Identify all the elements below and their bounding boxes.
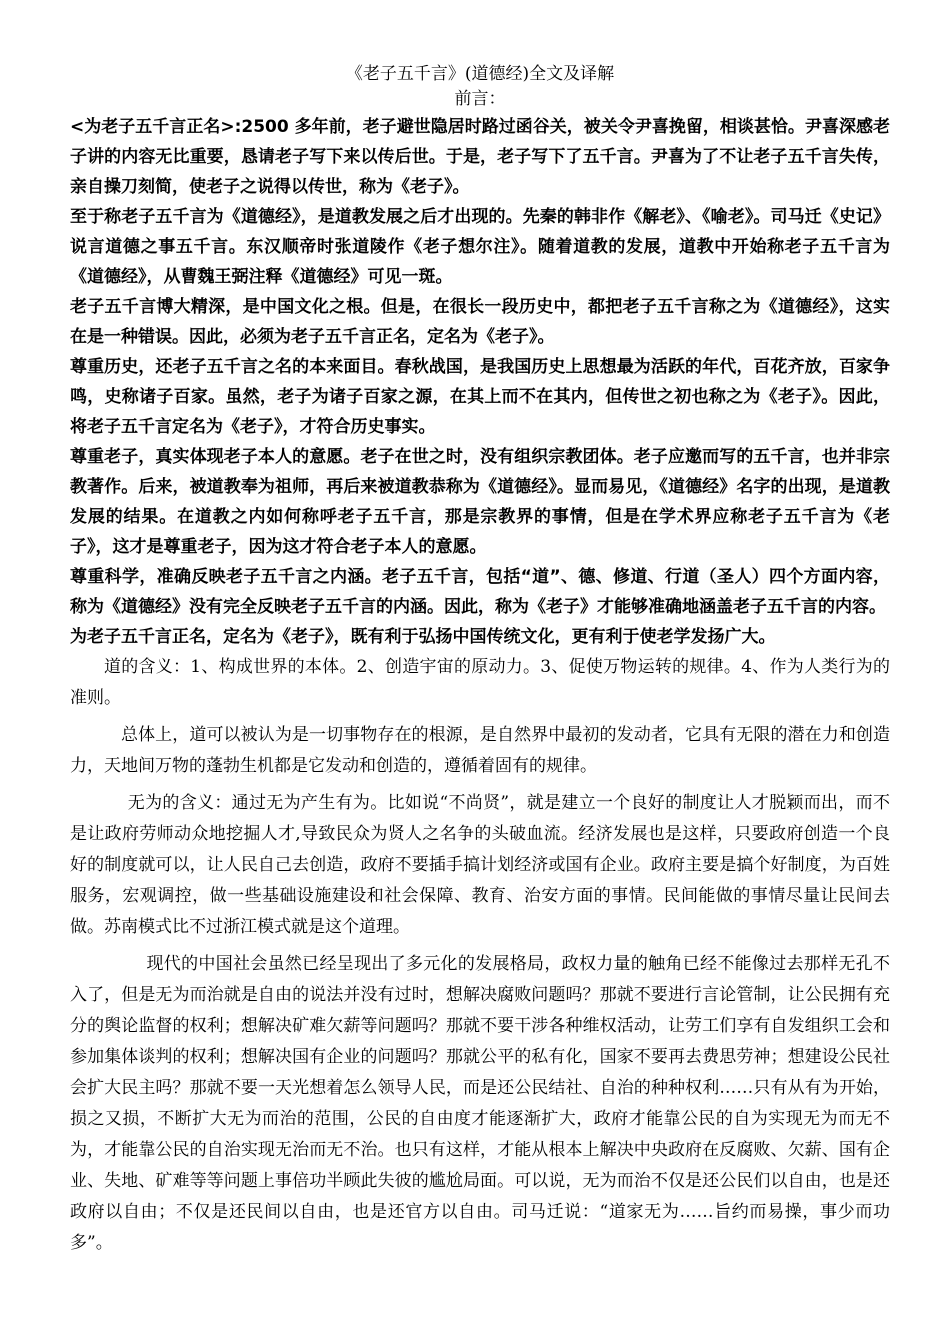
bold-paragraph-7: 为老子五千言正名，定名为《老子》，既有利于弘扬中国传统文化，更有利于使老学发扬广大。 bbox=[70, 627, 776, 647]
bold-paragraph-3: 老子五千言博大精深，是中国文化之根。但是，在很长一段历史中，都把老子五千言称之为《道德经》，这实在是一种错误。因此，必须为老子五千言正名，定名为《老子》。 bbox=[70, 297, 890, 347]
bold-paragraph-4: 尊重历史，还老子五千言之名的本来面目。春秋战国，是我国历史上思想最为活跃的年代，百花齐放，百家争鸣，史称诸子百家。虽然，老子为诸子百家之源，在其上而不在其内，但传世之初也称之为《老子》。因此，将老子五千言定名为《老子》，才符合历史事实。 bbox=[70, 357, 890, 437]
document-title: 《老子五千言》(道德经)全文及译解 bbox=[345, 64, 615, 84]
paragraph-dao-summary: 总体上，道可以被认为是一切事物存在的根源，是自然界中最初的发动者，它具有无限的潜在力和创造力，天地间万物的蓬勃生机都是它发动和创造的，遵循着固有的规律。 bbox=[70, 725, 890, 776]
paragraph-dao-meaning: 道的含义：1、构成世界的本体。2、创造宇宙的原动力。3、促使万物运转的规律。4、作为人类行为的准则。 bbox=[70, 657, 890, 708]
preface-heading: 前言： bbox=[454, 89, 506, 109]
paragraph-modern-society: 现代的中国社会虽然已经呈现出了多元化的发展格局，政权力量的触角已经不能像过去那样无孔不入了，但是无为而治就是自由的说法并没有过时，想解决腐败问题吗？那就不要进行言论管制，让公民拥有充分的舆论监督的权利；想解决矿难欠薪等问题吗？那就不要干涉各种维权活动，让劳工们享有自发组织工会和参加集体谈判的权利；想解决国有企业的问题吗？那就公平的私有化，国家不要再去费思劳神；想建设公民社会扩大民主吗？那就不要一天光想着怎么领导人民，而是还公民结社、自治的种种权利……只有从有为开始，损之又损，不断扩大无为而治的范围，公民的自由度才能逐渐扩大，政府才能靠公民的自为实现无为而无不为，才能靠公民的自治实现无治而无不治。也只有这样，才能从根本上解决中央政府在反腐败、欠薪、国有企业、失地、矿难等等问题上事倍功半顾此失彼的尴尬局面。可以说，无为而治不仅是还公民们以自由，也是还政府以自由；不仅是还民间以自由，也是还官方以自由。司马迁说：“道家无为……旨约而易操，事少而功多”。 bbox=[70, 954, 890, 1253]
bold-paragraph-6: 尊重科学，准确反映老子五千言之内涵。老子五千言，包括“道”、德、修道、行道（圣人）四个方面内容，称为《道德经》没有完全反映老子五千言的内涵。因此，称为《老子》才能够准确地涵盖老子五千言的内容。 bbox=[70, 567, 890, 617]
bold-paragraph-1: <为老子五千言正名>:2500 多年前，老子避世隐居时路过函谷关，被关令尹喜挽留，相谈甚恰。尹喜深感老子讲的内容无比重要，恳请老子写下来以传后世。于是，老子写下了五千言。尹喜为了不让老子五千言失传，亲自操刀刻简，使老子之说得以传世，称为《老子》。 bbox=[70, 117, 890, 197]
bold-paragraph-2: 至于称老子五千言为《道德经》，是道教发展之后才出现的。先秦的韩非作《解老》、《喻老》。司马迁《史记》说言道德之事五千言。东汉顺帝时张道陵作《老子想尔注》。随着道教的发展，道教中开始称老子五千言为《道德经》，从曹魏王弼注释《道德经》可见一斑。 bbox=[70, 207, 890, 287]
document-page bbox=[70, 62, 890, 1259]
bold-paragraph-5: 尊重老子，真实体现老子本人的意愿。老子在世之时，没有组织宗教团体。老子应邀而写的五千言，也并非宗教著作。后来，被道教奉为祖师，再后来被道教恭称为《道德经》。显而易见，《道德经》名字的出现，是道教发展的结果。在道教之内如何称呼老子五千言，那是宗教界的事情，但是在学术界应称老子五千言为《老子》，这才是尊重老子，因为这才符合老子本人的意愿。 bbox=[70, 447, 890, 557]
paragraph-wuwei-meaning: 无为的含义：通过无为产生有为。比如说“不尚贤”，就是建立一个良好的制度让人才脱颖而出，而不是让政府劳师动众地挖掘人才,导致民众为贤人之名争的头破血流。经济发展也是这样，只要政府创造一个良好的制度就可以，让人民自己去创造，政府不要插手搞计划经济或国有企业。政府主要是搞个好制度，为百姓服务，宏观调控，做一些基础设施建设和社会保障、教育、治安方面的事情。民间能做的事情尽量让民间去做。苏南模式比不过浙江模式就是这个道理。 bbox=[70, 793, 890, 937]
